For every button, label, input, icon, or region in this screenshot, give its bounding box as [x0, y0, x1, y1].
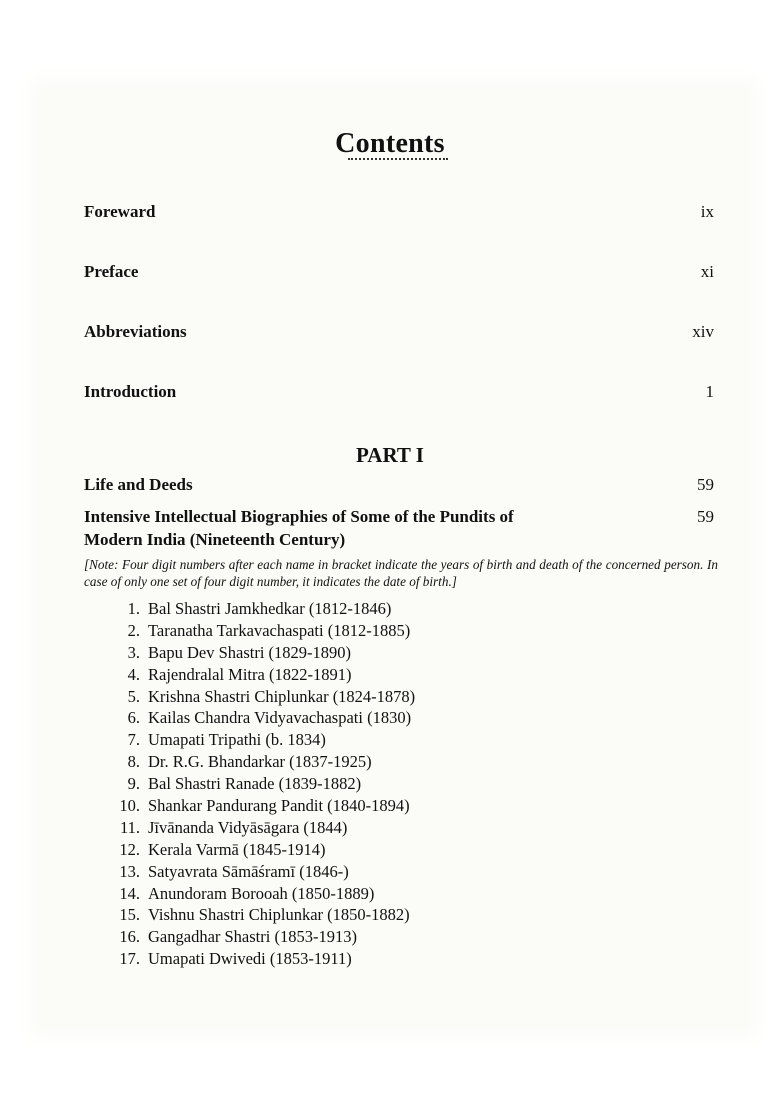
- item-number: 6.: [127, 708, 140, 728]
- toc-entry-abbreviations: [84, 322, 714, 342]
- item-text: Umapati Dwivedi (1853-1911): [148, 949, 352, 969]
- list-item: [106, 796, 415, 818]
- item-text: Rajendralal Mitra (1822-1891): [148, 664, 352, 684]
- item-number: 10.: [119, 796, 140, 816]
- item-text: Bal Shastri Ranade (1839-1882): [148, 774, 362, 794]
- toc-entry-label: Preface: [84, 262, 139, 281]
- toc-entry-label-line2: Modern India (Nineteenth Century): [84, 530, 346, 549]
- item-text: Bal Shastri Jamkhedkar (1812-1846): [148, 599, 392, 618]
- list-item: [106, 905, 415, 927]
- toc-entry-introduction: [84, 382, 714, 402]
- item-text: Shankar Pandurang Pandit (1840-1894): [148, 796, 410, 816]
- list-item: [106, 687, 415, 709]
- pundit-list: [106, 599, 415, 971]
- list-item: [106, 621, 415, 643]
- toc-entry-life-and-deeds: [84, 475, 714, 495]
- list-item: [106, 840, 415, 862]
- toc-entry-page: xiv: [692, 322, 714, 341]
- list-item: [106, 862, 415, 884]
- list-item: [106, 774, 415, 796]
- toc-entry-label: Life and Deeds: [84, 475, 193, 494]
- part-heading: PART I: [356, 443, 424, 467]
- item-number: 13.: [119, 861, 140, 881]
- toc-entry-page: 59: [697, 475, 714, 494]
- item-text: Kerala Varmā (1845-1914): [148, 839, 326, 859]
- item-text: Gangadhar Shastri (1853-1913): [148, 927, 357, 947]
- item-number: 12.: [119, 839, 140, 859]
- toc-entry-page: 59: [697, 507, 714, 526]
- list-item: [106, 599, 415, 621]
- item-number: 15.: [119, 905, 140, 925]
- list-item: [106, 665, 415, 687]
- toc-entry-page: ix: [700, 202, 714, 221]
- item-text: Taranatha Tarkavachaspati (1812-1885): [148, 620, 411, 640]
- item-text: Krishna Shastri Chiplunkar (1824-1878): [148, 686, 416, 706]
- item-number: 4.: [127, 664, 140, 684]
- toc-entry-label: Intensive Intellectual Biographies of Some of the Pundits of: [84, 507, 514, 526]
- item-number: 11.: [119, 817, 140, 837]
- item-text: Dr. R.G. Bhandarkar (1837-1925): [148, 752, 372, 772]
- toc-entry-page: 1: [705, 382, 714, 401]
- list-item: [106, 752, 415, 774]
- toc-entry-preface: [84, 262, 714, 282]
- item-number: 9.: [127, 774, 140, 794]
- item-text: Kailas Chandra Vidyavachaspati (1830): [148, 708, 412, 728]
- item-number: 16.: [119, 927, 140, 947]
- list-item: [106, 818, 415, 840]
- list-item: [106, 949, 415, 971]
- toc-entry-label: Foreward: [84, 202, 156, 221]
- toc-entry-biographies: [84, 505, 714, 551]
- item-number: 1.: [127, 599, 140, 618]
- item-text: Umapati Tripathi (b. 1834): [148, 730, 326, 750]
- item-text: Bapu Dev Shastri (1829-1890): [148, 642, 352, 662]
- item-number: 5.: [127, 686, 140, 706]
- title-dotted-rule: [348, 158, 448, 160]
- list-item: [106, 643, 415, 665]
- page-title: Contents: [335, 128, 445, 159]
- toc-entry-label: Introduction: [84, 382, 177, 401]
- toc-entry-foreward: [84, 202, 714, 222]
- toc-entry-page: xi: [700, 262, 714, 281]
- item-number: 3.: [127, 642, 140, 662]
- list-item: [106, 708, 415, 730]
- item-text: Jīvānanda Vidyāsāgara (1844): [148, 817, 348, 837]
- item-text: Anundoram Borooah (1850-1889): [148, 883, 375, 903]
- list-item: [106, 730, 415, 752]
- item-number: 8.: [127, 752, 140, 772]
- item-number: 17.: [119, 949, 140, 969]
- item-number: 7.: [127, 730, 140, 750]
- list-item: [106, 927, 415, 949]
- toc-entry-label: Abbreviations: [84, 322, 187, 341]
- item-text: Satyavrata Sāmāśramī (1846-): [148, 861, 349, 881]
- item-number: 14.: [119, 883, 140, 903]
- item-number: 2.: [127, 620, 140, 640]
- item-text: Vishnu Shastri Chiplunkar (1850-1882): [148, 905, 410, 925]
- list-item: [106, 884, 415, 906]
- editorial-note: [Note: Four digit numbers after each name in bracket indicate the years of birth and death of the concerned person. In case of only one set of four digit number, it indicates the date of birth.]: [84, 557, 718, 589]
